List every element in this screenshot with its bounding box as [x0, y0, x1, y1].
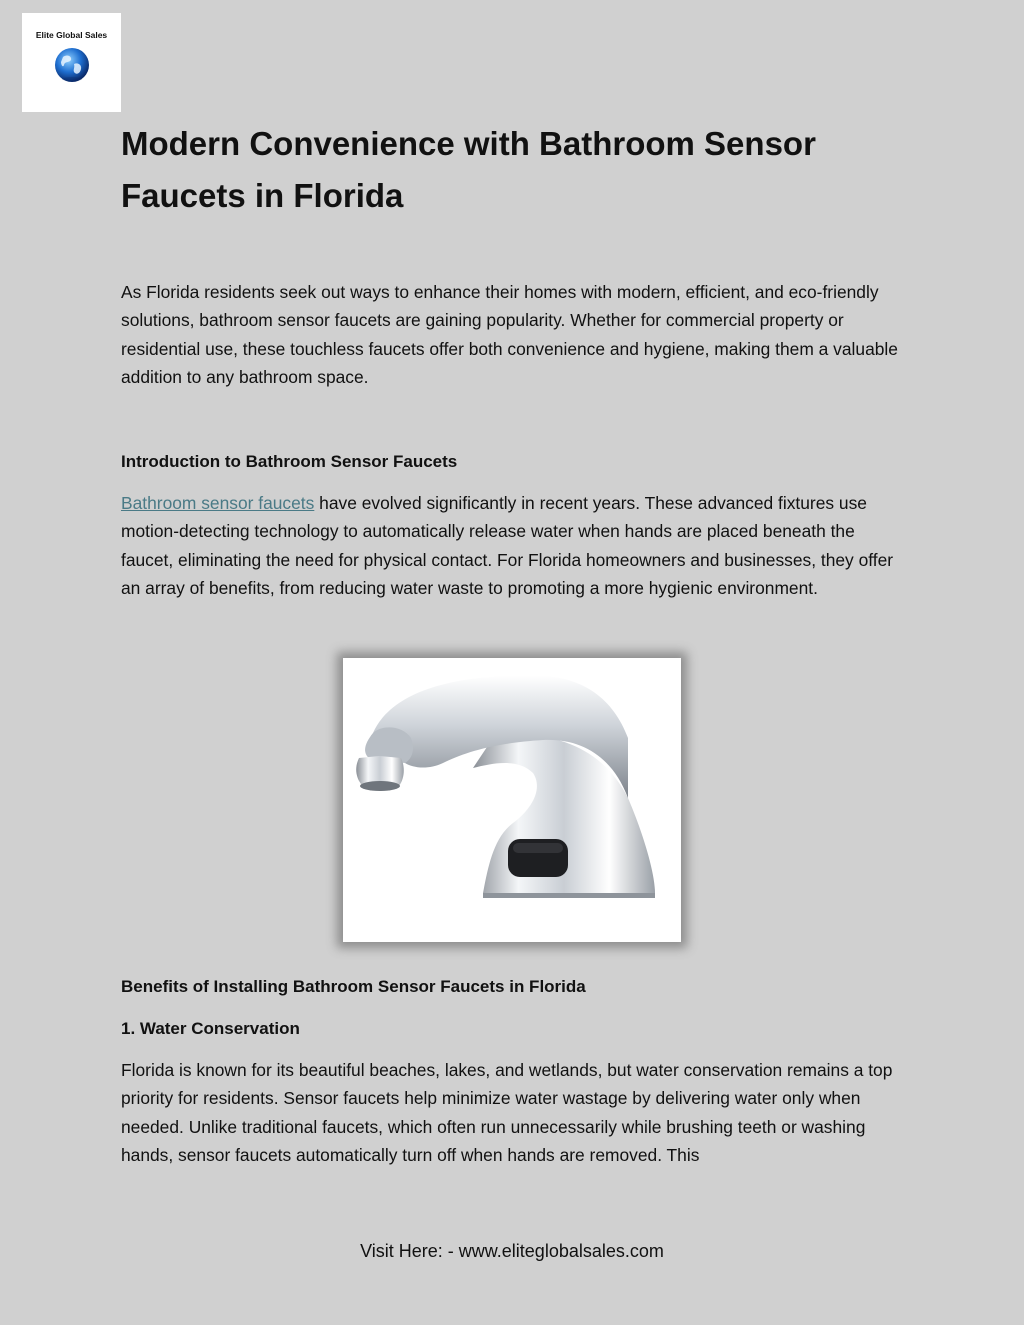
- section-heading-introduction: Introduction to Bathroom Sensor Faucets: [121, 452, 458, 471]
- introduction-body-text: have evolved significantly in recent years. These advanced fixtures use motion-detecting technology to automatically release water when hands are placed beneath the faucet, eliminating the need for physical contact. For Florida homeowners and businesses, they offer an array of benefits, from reducing water waste to promoting a more hygienic environment.: [121, 493, 894, 599]
- footer-visit-link[interactable]: Visit Here: - www.eliteglobalsales.com: [360, 1241, 664, 1261]
- introduction-paragraph: [121, 489, 911, 603]
- logo-text: Elite Global Sales: [35, 30, 108, 40]
- water-conservation-paragraph: Florida is known for its beautiful beaches, lakes, and wetlands, but water conservation remains a top priority for residents. Sensor faucets help minimize water wastage by delivering water only when needed. Unlike traditional faucets, which often run unnecessarily while brushing teeth or washing hands, sensor faucets automatically turn off when hands are removed. This: [121, 1060, 893, 1166]
- faucet-image: [343, 658, 681, 942]
- page-title: Modern Convenience with Bathroom Sensor Faucets in Florida: [121, 125, 816, 214]
- intro-paragraph: As Florida residents seek out ways to enhance their homes with modern, efficient, and eco-friendly solutions, bathroom sensor faucets are gaining popularity. Whether for commercial property or residential use, these touchless faucets offer both convenience and hygiene, making them a valuable addition to any bathroom space.: [121, 282, 898, 388]
- subheading-water-conservation: 1. Water Conservation: [121, 1019, 300, 1038]
- bathroom-sensor-faucets-link[interactable]: Bathroom sensor faucets: [121, 493, 315, 513]
- globe-icon: [54, 47, 90, 83]
- logo: [22, 13, 121, 112]
- section-heading-benefits: Benefits of Installing Bathroom Sensor Faucets in Florida: [121, 977, 586, 996]
- faucet-illustration: [343, 658, 681, 942]
